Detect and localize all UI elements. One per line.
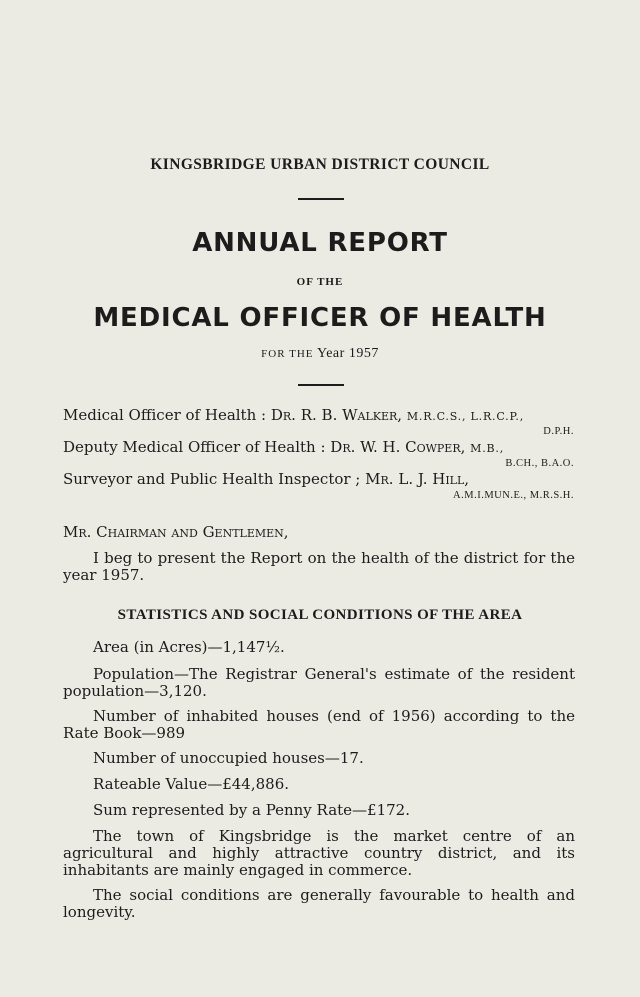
divider-bottom (298, 384, 344, 386)
officer-prefix: Dr. (330, 438, 356, 456)
for-the-label: FOR THE (261, 348, 314, 360)
officer-name: R. B. Walker, (300, 406, 403, 424)
salutation: Mr. Chairman and Gentlemen, (63, 523, 289, 541)
officer-role: Medical Officer of Health : (63, 406, 267, 424)
officer-line-2 (63, 438, 573, 456)
intro-paragraph: I beg to present the Report on the health of the district for the year 1957. (63, 549, 575, 584)
officer-quals-cont-2: B.CH., B.A.O. (505, 458, 574, 469)
officer-quals-cont-1: D.P.H. (543, 426, 574, 437)
council-name: KINGSBRIDGE URBAN DISTRICT COUNCIL (150, 156, 490, 173)
stat-unoccupied-houses: Number of unoccupied houses—17. (93, 749, 364, 767)
officer-quals: M.R.C.S., L.R.C.P., (406, 410, 525, 423)
divider-top (298, 198, 344, 200)
officer-name: W. H. Cowper, (360, 438, 466, 456)
officer-role: Surveyor and Public Health Inspector ; (63, 470, 361, 488)
report-title: ANNUAL REPORT (192, 228, 448, 258)
of-the-label: OF THE (296, 276, 344, 288)
officer-line-1 (63, 406, 573, 424)
report-subject: MEDICAL OFFICER OF HEALTH (93, 303, 547, 333)
officer-role: Deputy Medical Officer of Health : (63, 438, 326, 456)
town-paragraph: The town of Kingsbridge is the market centre of an agricultural and highly attractive country district, and its inhabitants are mainly engaged in commerce. (63, 827, 575, 879)
stat-penny-rate: Sum represented by a Penny Rate—£172. (93, 801, 410, 819)
year-value: 1957 (348, 346, 379, 361)
stat-rateable-value: Rateable Value—£44,886. (93, 775, 290, 793)
stat-area: Area (in Acres)—1,147½. (93, 638, 285, 656)
officer-line-3 (63, 470, 573, 488)
officer-quals-cont-3: A.M.I.MUN.E., M.R.S.H. (453, 490, 574, 501)
officer-prefix: Mr. (365, 470, 394, 488)
officer-quals: M.B., (470, 442, 505, 455)
officer-name: L. J. Hill, (398, 470, 470, 488)
year-word: Year (317, 346, 345, 361)
stat-population: Population—The Registrar General's estimate of the resident population—3,120. (63, 665, 575, 700)
report-year-line (0, 346, 640, 362)
social-paragraph: The social conditions are generally favourable to health and longevity. (63, 886, 575, 921)
officer-prefix: Dr. (270, 406, 296, 424)
stat-inhabited-houses: Number of inhabited houses (end of 1956) according to the Rate Book—989 (63, 707, 575, 742)
section-heading: STATISTICS AND SOCIAL CONDITIONS OF THE AREA (117, 607, 523, 623)
